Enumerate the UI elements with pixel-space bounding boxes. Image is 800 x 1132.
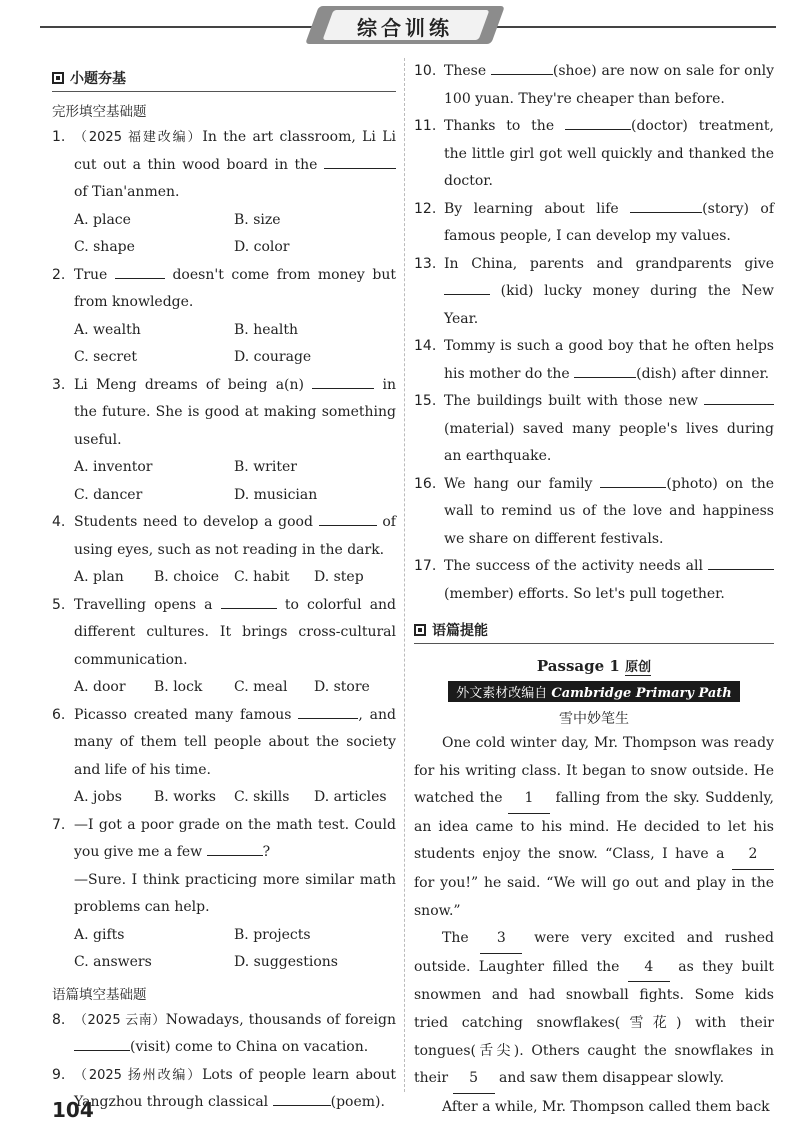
answer-blank[interactable] bbox=[444, 278, 490, 295]
section-title: 语篇提能 bbox=[432, 623, 488, 639]
section-icon bbox=[414, 624, 426, 636]
section-header-passage bbox=[414, 620, 774, 644]
section-icon bbox=[52, 72, 64, 84]
question-13: 13. In China, parents and grandparents give (kid) lucky money during the New Year. bbox=[414, 255, 774, 327]
passage-subtitle: 雪中妙笔生 bbox=[559, 711, 629, 727]
options-5: A. door B. lock C. meal D. store bbox=[74, 679, 370, 695]
question-15: 15. The buildings built with those new (material) saved many people's lives during an earthquake. bbox=[414, 388, 774, 471]
question-4: 4. Students need to develop a good of using eyes, such as not reading in the dark. bbox=[52, 509, 396, 564]
question-16: 16. We hang our family (photo) on the wall to remind us of the love and happiness we share on different festivals. bbox=[414, 471, 774, 554]
question-5: 5. Travelling opens a to colorful and different cultures. It brings cross-cultural communication. bbox=[52, 592, 396, 675]
original-badge: 原创 bbox=[625, 660, 652, 675]
answer-blank[interactable] bbox=[312, 372, 374, 389]
passage-paragraph: After a while, Mr. Thompson called them back bbox=[442, 1098, 770, 1115]
answer-blank[interactable] bbox=[630, 196, 702, 213]
column-divider bbox=[404, 58, 405, 1092]
question-12: 12. By learning about life (story) of famous people, I can develop my values. bbox=[414, 196, 774, 251]
cloze-gap-1[interactable]: 1 bbox=[508, 785, 550, 814]
source-banner: 外文素材改编自 Cambridge Primary Path bbox=[448, 681, 740, 702]
section-title: 小题夯基 bbox=[70, 71, 126, 87]
answer-blank[interactable] bbox=[600, 471, 666, 488]
question-7: 7. —I got a poor grade on the math test. Could you give me a few ? —Sure. I think practicing more similar math problems can help. bbox=[52, 816, 396, 915]
passage-title: Passage 1 原创 bbox=[536, 657, 652, 675]
question-2: 2. True doesn't come from money but from knowledge. bbox=[52, 262, 396, 317]
answer-blank[interactable] bbox=[704, 388, 774, 405]
options-2: A. wealth B. health C. secret D. courage bbox=[74, 321, 312, 365]
question-17: 17. The success of the activity needs all (member) efforts. So let's pull together. bbox=[414, 553, 774, 608]
question-10: 10. These (shoe) are now on sale for only 100 yuan. They're cheaper than before. bbox=[414, 58, 774, 113]
answer-blank[interactable] bbox=[298, 702, 358, 719]
question-3: 3. Li Meng dreams of being a(n) in the future. She is good at making something useful. bbox=[52, 372, 396, 455]
passage-paragraph: One cold winter day, Mr. Thompson was ready for his writing class. It began to snow outside. He watched the 1 falling from the sky. Suddenly, an idea came to his mind. He decided to let his students enjoy the snow. “Class, I have a 2 for you!” he said. “We will go out and play in the snow.” bbox=[414, 735, 774, 919]
right-column bbox=[414, 58, 774, 1121]
question-9: 9. （2025 扬州改编）Lots of people learn about Yangzhou through classical (poem). bbox=[52, 1066, 396, 1110]
answer-blank[interactable] bbox=[324, 152, 396, 169]
answer-blank[interactable] bbox=[273, 1089, 331, 1106]
subsection-title: 完形填空基础题 bbox=[52, 104, 147, 120]
answer-blank[interactable] bbox=[221, 592, 277, 609]
cloze-gap-2[interactable]: 2 bbox=[732, 841, 774, 870]
answer-blank[interactable] bbox=[491, 58, 553, 75]
options-7: A. gifts B. projects C. answers D. suggestions bbox=[74, 926, 338, 970]
answer-blank[interactable] bbox=[207, 839, 263, 856]
question-14: 14. Tommy is such a good boy that he often helps his mother do the (dish) after dinner. bbox=[414, 338, 774, 382]
answer-blank[interactable] bbox=[565, 113, 631, 130]
options-1: A. place B. size C. shape D. color bbox=[74, 211, 290, 255]
question-11: 11. Thanks to the (doctor) treatment, the little girl got well quickly and thanked the doctor. bbox=[414, 113, 774, 196]
question-1: 1. （2025 福建改编）In the art classroom, Li Li cut out a thin wood board in the of Tian'anmen. bbox=[52, 129, 397, 200]
cloze-gap-4[interactable]: 4 bbox=[628, 954, 670, 983]
subsection-title: 语篇填空基础题 bbox=[52, 986, 147, 1003]
options-4: A. plan B. choice C. habit D. step bbox=[74, 569, 364, 585]
answer-blank[interactable] bbox=[74, 1034, 130, 1051]
question-6: 6. Picasso created many famous , and many of them tell people about the society and life of his time. bbox=[52, 702, 396, 785]
answer-blank[interactable] bbox=[708, 553, 774, 570]
options-3: A. inventor B. writer C. dancer D. musician bbox=[74, 459, 318, 503]
page-title: 综合训练 bbox=[357, 16, 453, 40]
page-number: 104 bbox=[52, 1098, 94, 1122]
cloze-gap-5[interactable]: 5 bbox=[453, 1065, 495, 1094]
options-6: A. jobs B. works C. skills D. articles bbox=[74, 789, 387, 805]
section-header-basics bbox=[52, 68, 396, 92]
cloze-gap-3[interactable]: 3 bbox=[480, 925, 522, 954]
answer-blank[interactable] bbox=[574, 361, 636, 378]
answer-blank[interactable] bbox=[319, 509, 377, 526]
answer-blank[interactable] bbox=[115, 262, 165, 279]
left-column bbox=[52, 60, 396, 1117]
question-8: 8. （2025 云南）Nowadays, thousands of foreign (visit) come to China on vacation. bbox=[52, 1011, 396, 1055]
passage-paragraph: The 3 were very excited and rushed outside. Laughter filled the 4 as they built snowmen and had snowball fights. Some kids tried catching snowflakes(雪花) with their tongues(舌尖). Others caught the snowflakes in their 5 and saw them disappear slowly. bbox=[414, 925, 774, 1094]
